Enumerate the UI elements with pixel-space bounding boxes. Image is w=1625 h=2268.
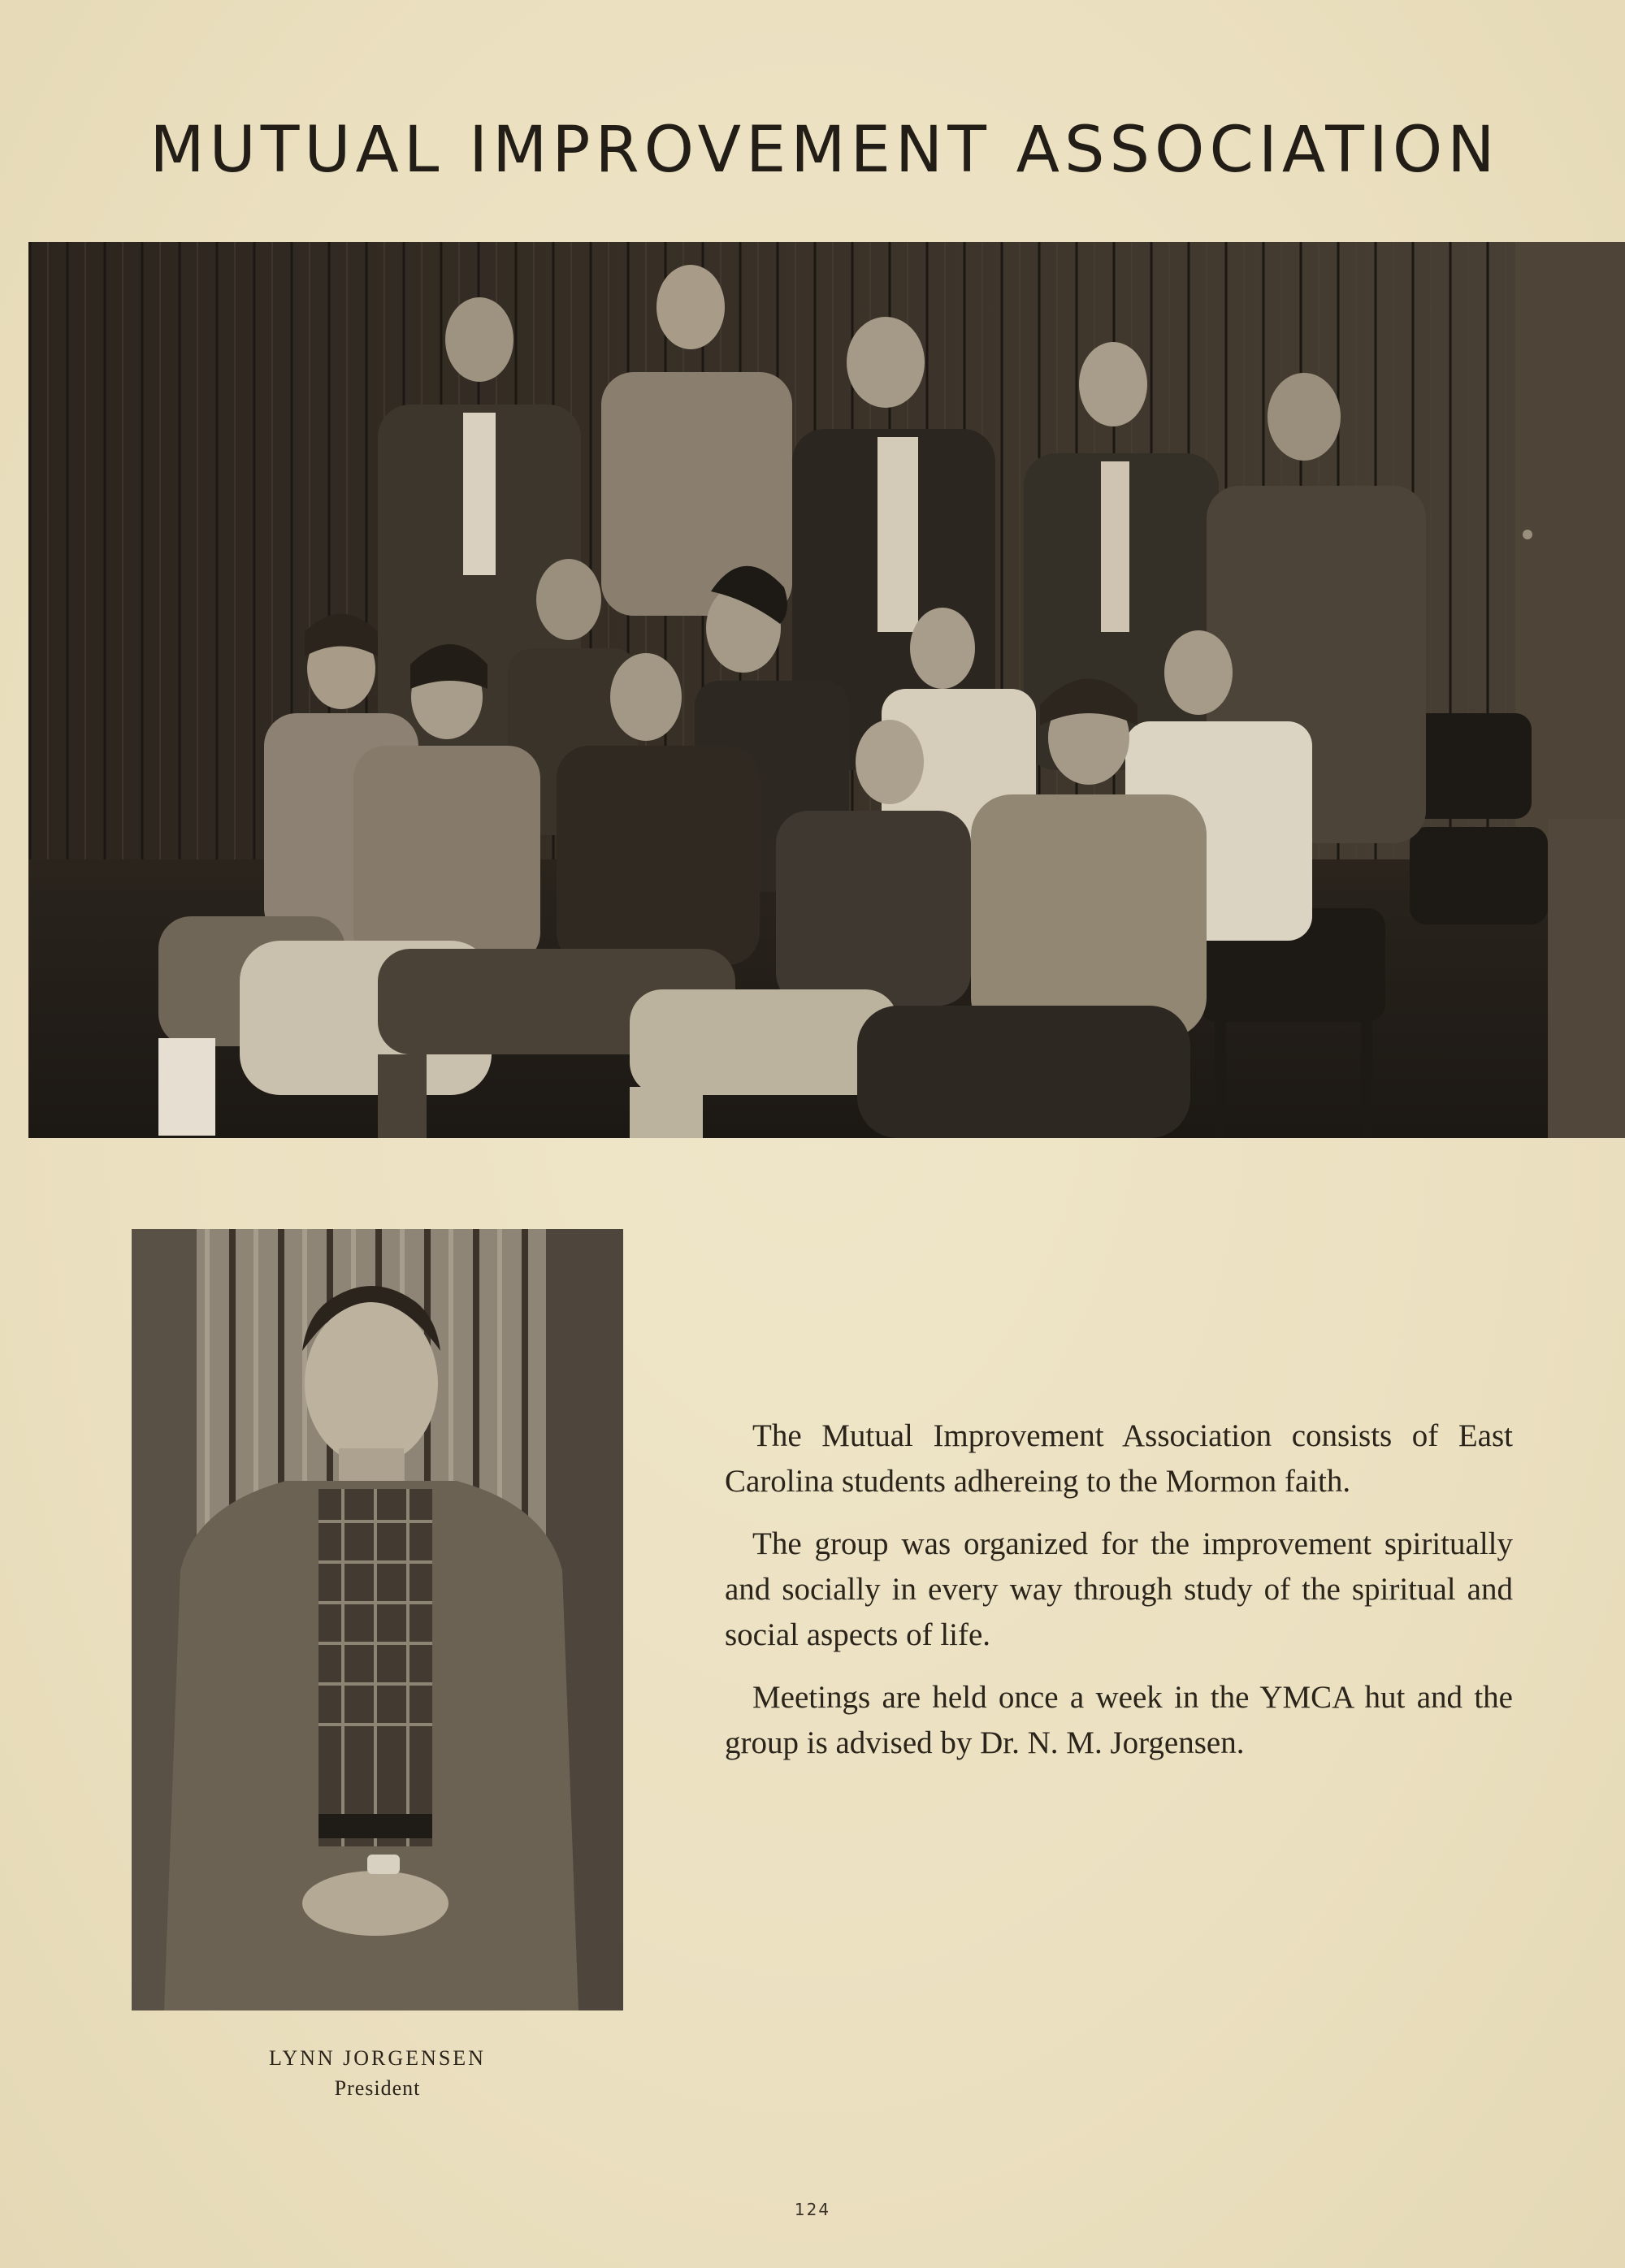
description-paragraph: The group was organized for the improvement spiritually and socially in every way through study of the spiritual and social aspects of life. — [725, 1526, 1513, 1652]
page-number: 124 — [794, 2200, 831, 2219]
portrait-caption-role: President — [334, 2076, 421, 2100]
portrait-caption-name: LYNN JORGENSEN — [269, 2046, 486, 2070]
page-title: MUTUAL IMPROVEMENT ASSOCIATION — [150, 114, 1500, 187]
group-photo — [28, 242, 1625, 1138]
description-text — [725, 1413, 1513, 1783]
portrait-photo — [132, 1229, 623, 2010]
description-paragraph: Meetings are held once a week in the YMCA hut and the group is advised by Dr. N. M. Jorgensen. — [725, 1680, 1513, 1760]
description-paragraph: The Mutual Improvement Association consists of East Carolina students adhereing to the Mormon faith. — [725, 1418, 1513, 1499]
